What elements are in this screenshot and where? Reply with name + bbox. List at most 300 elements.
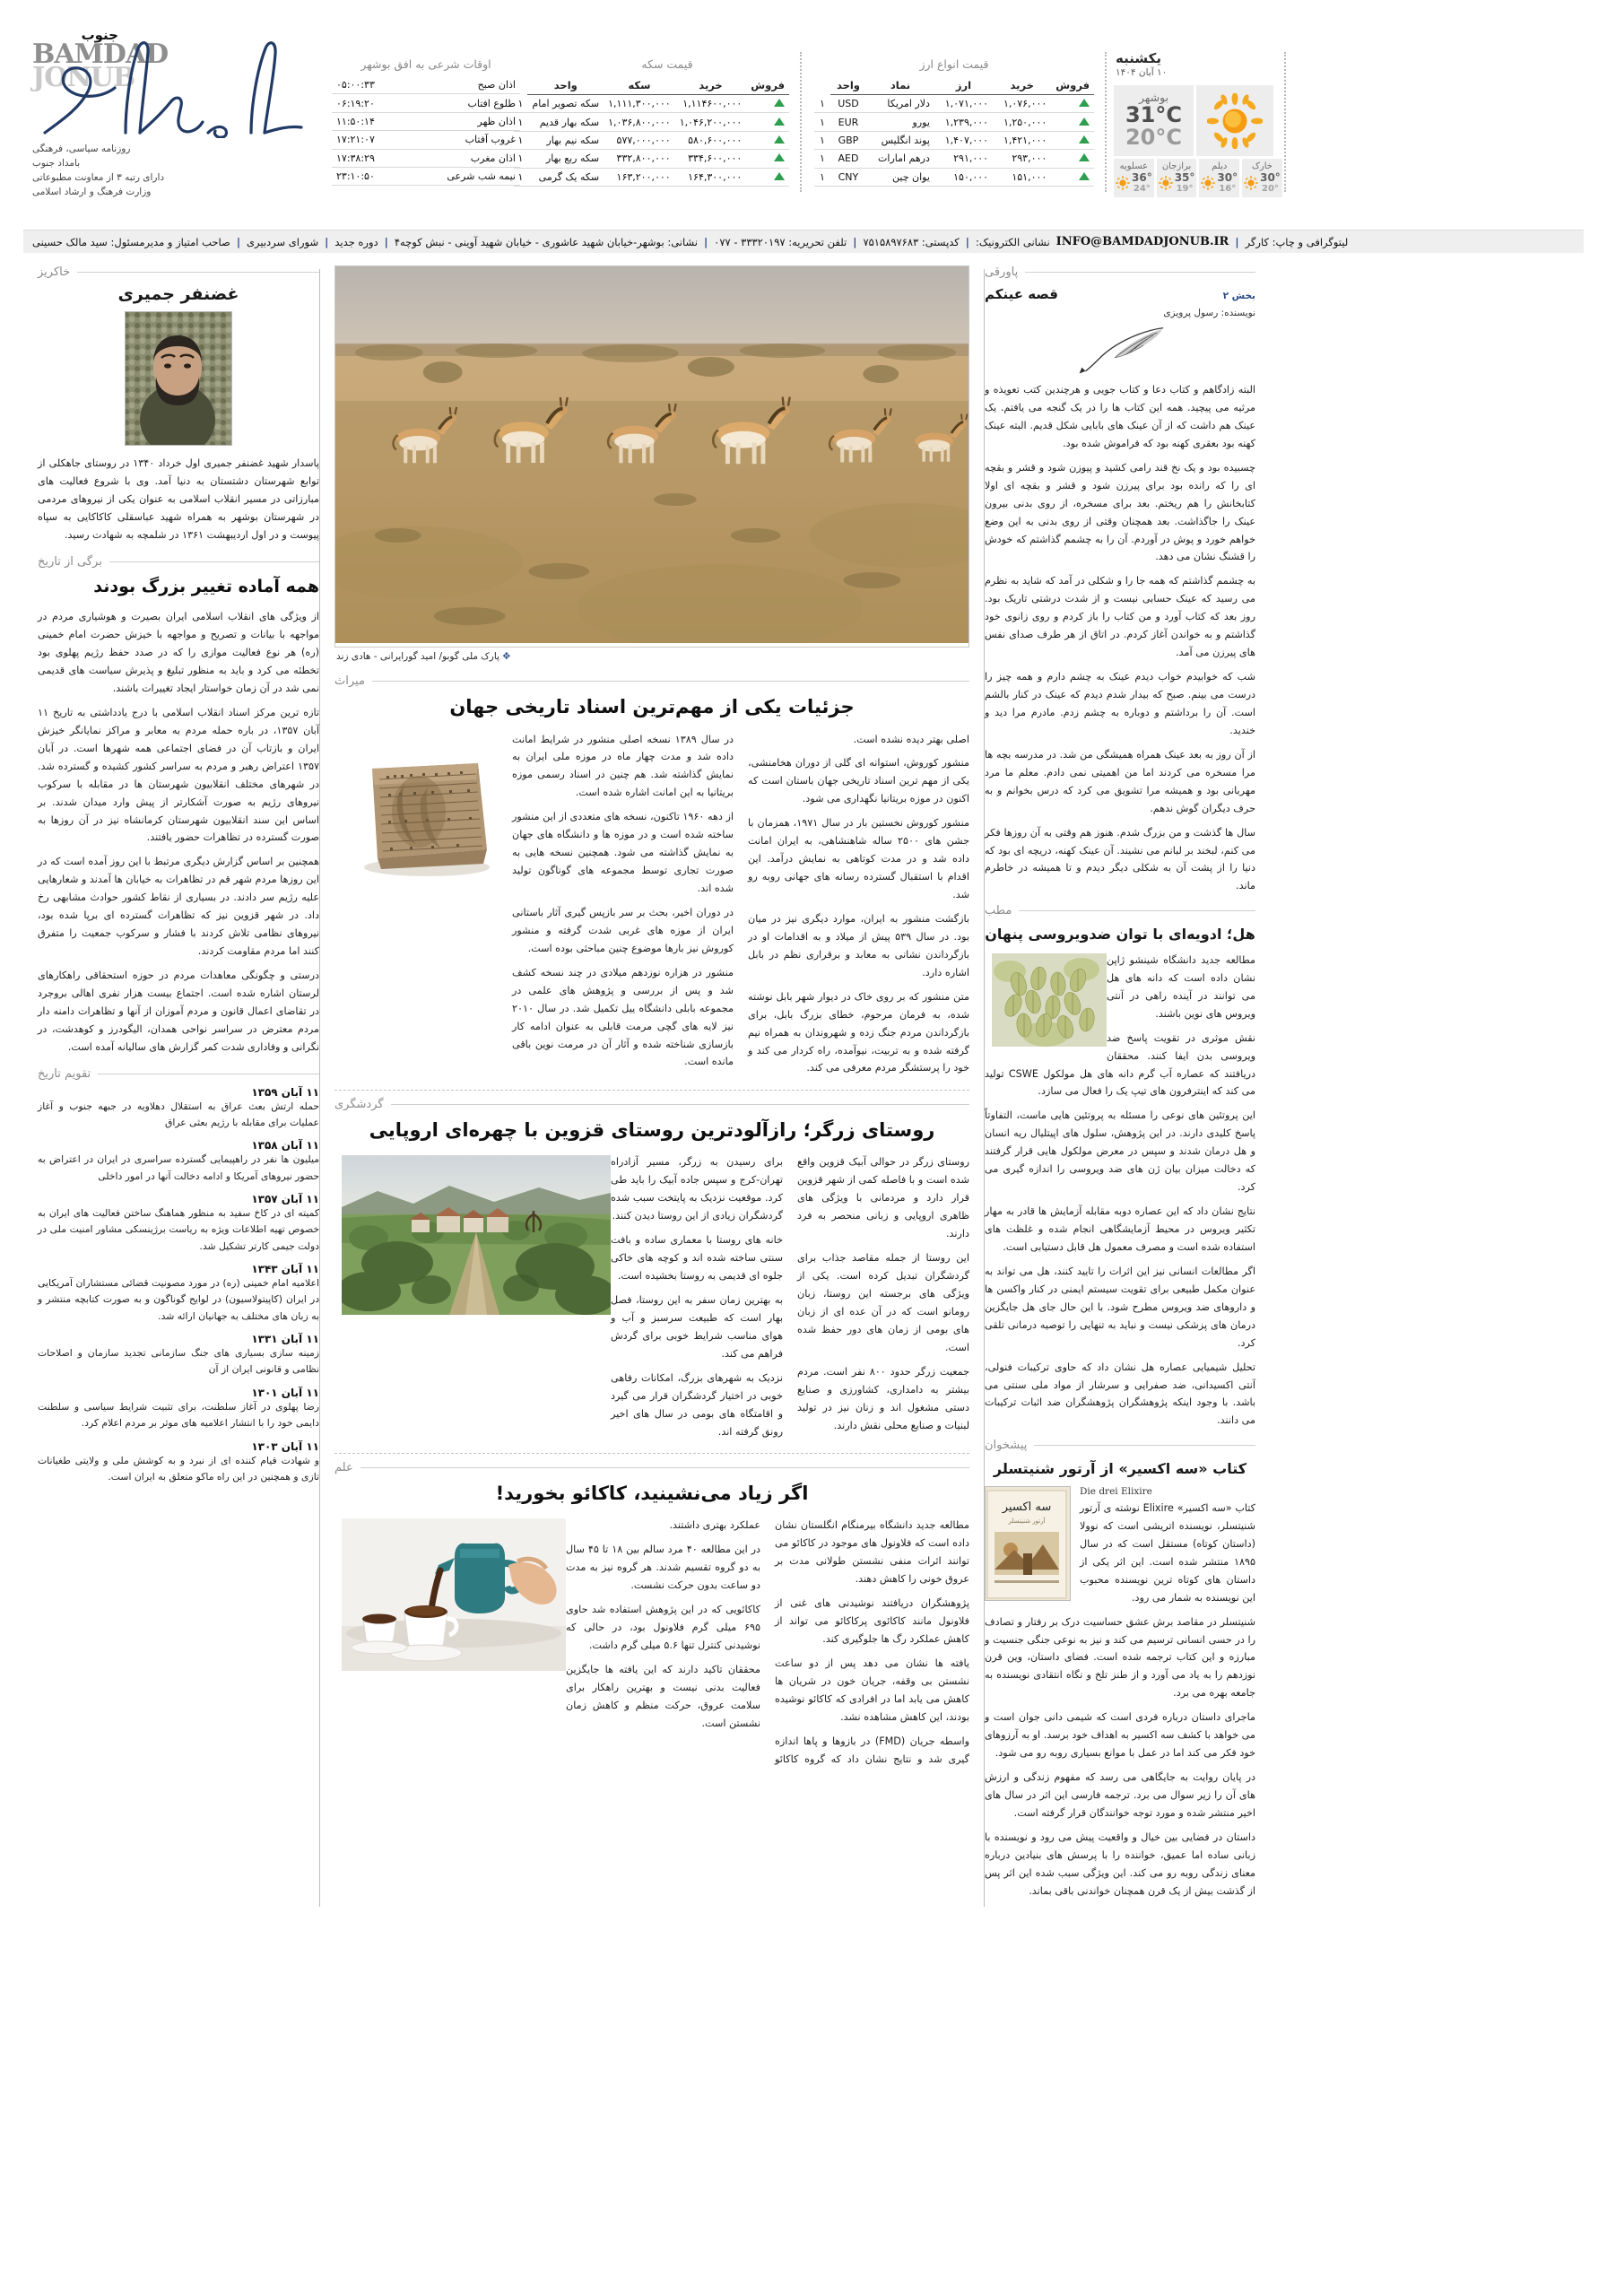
currency-buy: ۱,۴۰۷,۰۰۰ — [934, 131, 993, 149]
weather-forecast-day — [1199, 159, 1239, 197]
prayer-row — [332, 76, 520, 94]
sun-icon — [1116, 176, 1130, 190]
prayer-row — [332, 167, 520, 185]
weather-day-of-week: یکشنبه — [1116, 50, 1161, 66]
sun-icon — [1159, 176, 1173, 190]
currency-sell: ۲۹۳,۰۰۰ — [993, 150, 1051, 168]
masthead-sub-2: بامداد جنوب — [32, 157, 81, 169]
prayer-row — [332, 149, 520, 167]
infobar-divider-2: | — [325, 235, 329, 248]
forecast-high: 35° — [1174, 171, 1195, 185]
infobar-divider-6: | — [965, 235, 969, 248]
coin-sell: ۵۸۰,۶۰۰,۰۰۰ — [675, 131, 747, 149]
cyrus-cylinder-photo — [342, 733, 512, 892]
coin-unit: ۱ — [514, 113, 528, 131]
coin-trend-cell — [746, 95, 789, 113]
masthead-latin-line2: JONUB — [32, 61, 135, 93]
forecast-low: 19° — [1176, 184, 1194, 195]
infobar-divider-3: | — [384, 235, 388, 248]
footnote-para-5: از آن روز به بعد عینک همراه همیشگی من شد. در مدرسه بچه ها مرا مسخره می کردند اما من اهمیتی نمی دادم. معلم ما مرد مهربانی بود و همیشه مرا تشویق می کرد که درس بخوانم و به حرف دیگران گوش ندهم. — [985, 748, 1255, 814]
caption-marker: ✥ — [502, 651, 511, 662]
forecast-high: 30° — [1217, 171, 1238, 185]
currency-name: یورو — [866, 113, 934, 131]
masthead-latin-line1: BAMDAD — [32, 39, 169, 70]
history-para-1: از ویژگی های انقلاب اسلامی ایران بصیرت و هوشیاری مردم در مواجهه با بیانات و تصریح و مواجهه با خیزش حضرت امام خمینی (ره) هر نوع فعالیت موازی را که در صدد حفظ رژیم پهلوی بود تخطئه می کرد و باید به منظور تبلیغ و پذیرش سیاست های قدیمی نمی شد در آن زمان خواستار ایجاد تغییرات باشند. — [38, 611, 319, 694]
history-calendar-item — [38, 1263, 319, 1325]
coin-col-header: واحد — [527, 76, 604, 95]
heritage-para-3: منشور کوروش نخستین بار در سال ۱۹۷۱، همزمان با جشن های ۲۵۰۰ ساله شاهنشاهی، به ایران امانت داده شد و در مدت کوتاهی به نمایش درآمد. این اقدام با استقبال گسترده رسانه های جهانی روبه رو شد. — [748, 817, 969, 900]
currency-price-title: قیمت انواع ارز — [919, 57, 989, 71]
section-tag-heritage: میراث — [334, 674, 365, 688]
prayer-time: ۲۳:۱۰:۵۰ — [332, 167, 404, 185]
coin-col-header: فروش — [746, 76, 789, 95]
cardamom-photo-wrap — [992, 953, 1107, 1050]
masthead — [23, 31, 319, 200]
infobar-divider-5: | — [853, 235, 857, 248]
travel-photo-wrap — [342, 1155, 611, 1318]
trend-up-icon — [1079, 117, 1090, 126]
science-para-4: واسطه جریان (FMD) در بازوها و پاها اندازه گیری شد و نتایج نشان داد که گروه کاکائو عملکرد بهتری داشتند. — [669, 1519, 969, 1765]
trend-up-icon — [1079, 172, 1090, 180]
footnote-title[interactable]: قصه عینکم — [985, 286, 1058, 302]
trend-up-icon — [774, 135, 785, 144]
currency-trend-cell — [1051, 113, 1094, 131]
weather-sun-box — [1196, 85, 1273, 156]
history-calendar-item — [38, 1086, 319, 1132]
prayer-row — [332, 94, 520, 112]
publisher-email-label: نشانی الکترونیک: — [975, 235, 1050, 248]
history-item-text: اعلامیه امام خمینی (ره) در مورد مصونیت قضائی مستشاران آمریکایی در ایران (کاپیتولاسیون) در لوایح گوناگون و به صورت کتابچه منتشر و به زبان های مختلف به جهانیان ارائه شد. — [38, 1277, 319, 1322]
currency-col-header: نماد — [866, 76, 934, 95]
currency-sell: ۱,۲۵۰,۰۰۰ — [993, 113, 1051, 131]
currency-buy: ۱,۰۷۱,۰۰۰ — [934, 95, 993, 113]
coin-row — [514, 113, 790, 131]
coin-name: سکه ربع بهار — [527, 150, 604, 168]
footnote-para-3: به چشمم گذاشتم که همه جا را و شکلی در آمد که شاید به نظرم می رسید که عینک حسابی نیست و از شدت درشتی تاریک بود. روز بعد که کتاب آورد و من کتاب را باز کردم و روی زانوی خود گذاشتم و به خواندن آغاز کردم. در اتاق از هر طرف صدای نفس های پیرزن می آمد. — [985, 575, 1255, 659]
currency-unit: ۱ — [814, 95, 830, 113]
forecast-city: برازجان — [1161, 161, 1192, 172]
coin-name: سکه بهار قدیم — [527, 113, 604, 131]
coin-unit: ۱ — [514, 95, 528, 113]
currency-row — [814, 168, 1094, 186]
martyr-portrait-image — [125, 312, 231, 446]
section-header-history-page — [38, 555, 319, 569]
publisher-info-bar — [23, 230, 1584, 253]
publisher-period: دوره جدید — [334, 235, 378, 248]
footnote-para-6: سال ها گذشت و من بزرگ شدم. هنوز هم وقتی به آن روزها فکر می کنم، لبخند بر لبانم می نشیند. آن عینک کهنه، دریچه ای بود که دنیا را از پشت آن به شکلی دیگر دیدم و تا همیشه در خاطرم ماند. — [985, 826, 1255, 892]
currency-col-header: واحد — [830, 76, 866, 95]
history-item-date: ۱۱ آبان ۱۳۵۹ — [251, 1085, 319, 1099]
section-tag-bookshelf: پیشخوان — [985, 1439, 1028, 1453]
clinic-para-3: این پروتئین های نوعی را مسئله به پروتئین هایی ماست، التفاوتاً پاسخ کلیدی دارند. در این پژوهش، سلول های اپیتلیال ریه انسان و هل درمان شدند و سپس در معرض مولکول هایی قرار گرفتند که دخالت میزان بیان ژن های ضد ویروسی را اندازه گیری می کرد. — [985, 1109, 1255, 1194]
prayer-row — [332, 112, 520, 130]
top-info-strip — [0, 0, 1607, 224]
heritage-para-8: در دوران اخیر، بحث بر سر بازپس گیری آثار باستانی ایران از موزه های غربی شدت گرفته و منشور کوروش نیز بارها موضوع چنین مباحثی بوده است. — [512, 906, 734, 954]
section-tag-travel: گردشگری — [334, 1097, 384, 1111]
prayer-label: غروب آفتاب — [404, 131, 520, 149]
travel-para-5: خانه های روستا با معماری ساده و بافت سنتی ساخته شده اند و کوچه های خاکی جلوه ای قدیمی به روستا بخشیده است. — [611, 1234, 783, 1282]
trend-up-icon — [774, 172, 785, 180]
currency-name: دلار امریکا — [866, 95, 934, 113]
masthead-sub-1: روزنامه سیاسی، فرهنگی — [32, 143, 131, 154]
coin-buy: ۱,۰۳۶,۸۰۰,۰۰۰ — [604, 113, 675, 131]
currency-price-panel — [802, 43, 1107, 197]
section-rule-heritage — [372, 681, 969, 682]
coin-trend-cell — [746, 150, 789, 168]
trend-up-icon — [1079, 135, 1090, 144]
currency-name: یوان چین — [866, 168, 934, 186]
zargar-village-photo — [342, 1155, 611, 1315]
weather-city: بوشهر — [1138, 91, 1169, 104]
footnote-author: نویسنده: رسول پرویزی — [1163, 308, 1255, 318]
currency-unit: ۱ — [814, 168, 830, 186]
section-rule-bookshelf — [1034, 1445, 1255, 1446]
prayer-label: اذان مغرب — [404, 149, 520, 167]
cardamom-pods-photo — [992, 953, 1107, 1047]
trend-up-icon — [1079, 153, 1090, 161]
weather-forecast-day — [1157, 159, 1197, 197]
martyr-name: غضنفر جمیری — [117, 284, 239, 304]
book-para-2: شنیتسلر در مقاصد برش عشق حساسیت درک بر رفتار و تصادف را در حسی انسانی ترسیم می کند و نیز به نوعی جنگی جنسیت و مبارزه و این کتاب ترجمه شده است. فضای داستان، وین قرن نوزدهم را به یاد می آورد و از طنز تلخ و نگاه انتقادی نویسنده به جامعه بهره می برد. — [985, 1615, 1255, 1700]
prayer-time: ۰۶:۱۹:۲۰ — [332, 94, 404, 112]
prayer-time: ۱۷:۲۱:۰۷ — [332, 131, 404, 149]
headline-history-page[interactable]: همه آماده تغییر بزرگ بودند — [93, 576, 319, 596]
heritage-para-9: منشور در هزاره نوزدهم میلادی در چند نسخه کشف شد و پس از بررسی و پژوهش های علمی در مجموعه بابلی دانشگاه ییل تکمیل شد. در سال ۲۰۱۰ نیز لایه های گچی مرمت قابلی به عنوان ادامه کار بازسازی شناخته شده و آثار آن در مرمت نوین باقی مانده است. — [512, 966, 734, 1068]
section-header-calendar — [38, 1067, 319, 1081]
trend-up-icon — [1079, 99, 1090, 107]
currency-symbol: GBP — [830, 131, 866, 149]
heritage-para-7: از دهه ۱۹۶۰ تاکنون، نسخه های متعددی از این منشور ساخته شده است و در موزه ها و دانشگاه های جهان به نمایش گذاشته می شود. همچنین نسخه هایی به صورت تجاری توسط مجموعه های گوناگون تولید شده اند. — [512, 811, 734, 894]
hero-photo-caption — [334, 648, 969, 662]
section-rule-clinic — [1019, 910, 1255, 911]
coin-sell: ۱,۰۴۶,۲۰۰,۰۰۰ — [675, 113, 747, 131]
section-header-travel — [334, 1098, 969, 1111]
history-item-date: ۱۱ آبان ۱۳۵۷ — [251, 1193, 319, 1206]
history-item-date: ۱۱ آبان ۱۳۰۱ — [251, 1386, 319, 1399]
coin-buy: ۵۷۷,۰۰۰,۰۰۰ — [604, 131, 675, 149]
science-body — [566, 1517, 969, 1768]
clinic-para-5: اگر مطالعات انسانی نیز این اثرات را تایید کنند، هل می تواند به عنوان مکمل طبیعی برای تقویت سیستم ایمنی در کنار واکسن ها و داروهای ضد ویروس مطرح شود. با این حال جای هل جایگزین درمان های پزشکی نیست و نباید به تنهایی را توصیه درمانی تلقی کرد. — [985, 1265, 1255, 1349]
clinic-para-1: مطالعه جدید دانشگاه شینشو ژاپن نشان داده است که دانه های هل می توانند در آینده راهی در آنتی ویروس های نوین باشند. — [1107, 953, 1255, 1020]
masthead-sub-4: وزارت فرهنگ و ارشاد اسلامی — [32, 187, 152, 198]
book-cover-image — [985, 1487, 1070, 1601]
trend-up-icon — [774, 99, 785, 107]
headline-travel[interactable]: روستای زرگر؛ رازآلودترین روستای قزوین با چهره‌ای اروپایی — [369, 1118, 935, 1141]
headline-science[interactable]: اگر زیاد می‌نشینید، کاکائو بخورید! — [495, 1482, 809, 1504]
masthead-subtitle — [32, 142, 319, 200]
book-para-1: کتاب «سه اکسیر» Elixire نوشته ی آرتور شنیتسلر، نویسنده اتریشی است که نوولا (داستان کوتاه) مستقل است که در سال ۱۸۹۵ منتشر شده است. این اثر یکی از داستان های کوتاه ترین نویسنده محبوب این نویسنده به شمار می رود. — [1080, 1501, 1255, 1604]
heritage-para-1: اصلی بهتر دیده نشده است. — [853, 733, 969, 745]
currency-unit: ۱ — [814, 113, 830, 131]
heritage-para-6: در سال ۱۳۸۹ نسخه اصلی منشور در شرایط امانت داده شد و مدت چهار ماه در موزه ملی ایران به نمایش گذاشته شد. هم چنین در اسناد رسمی موزه بریتانیا به این امانت اشاره شده است. — [512, 733, 734, 799]
headline-heritage[interactable]: جزئیات یکی از مهم‌ترین اسناد تاریخی جهان — [449, 696, 855, 718]
hero-photo — [334, 265, 969, 648]
trend-up-icon — [774, 117, 785, 126]
sun-icon — [1244, 176, 1258, 190]
coin-name: سکه نیم بهار — [527, 131, 604, 149]
section-header-clinic — [985, 904, 1255, 918]
masthead-persian-logo — [32, 32, 319, 138]
travel-para-6: به بهترین زمان سفر به این روستا، فصل بهار است که طبیعت سرسبز و آب و هوای مناسب شرایط خوبی برای گردش فراهم می کند. — [611, 1293, 783, 1360]
section-header-khakriz — [38, 265, 319, 279]
section-tag-calendar: تقویم تاریخ — [38, 1066, 91, 1081]
currency-col-header: ارز — [934, 76, 993, 95]
history-item-text: زمینه سازی بسیاری های جنگ سازمانی تجدید سازمان و اصلاحات نظامی و قانونی ایران از آن — [38, 1347, 319, 1376]
forecast-low: 16° — [1219, 184, 1237, 195]
infobar-divider-7: | — [1235, 235, 1239, 248]
weather-date-block — [1114, 50, 1273, 78]
history-item-date: ۱۱ آبان ۱۳۵۸ — [251, 1139, 319, 1152]
forecast-low: 24° — [1133, 184, 1151, 195]
coin-row — [514, 95, 790, 113]
currency-trend-cell — [1051, 168, 1094, 186]
currency-sell: ۱۵۱,۰۰۰ — [993, 168, 1051, 186]
currency-symbol: EUR — [830, 113, 866, 131]
section-header-heritage — [334, 674, 969, 688]
history-calendar-item — [38, 1193, 319, 1255]
weather-city-temps — [1114, 85, 1194, 156]
prayer-label: نیمه شب شرعی — [404, 167, 520, 185]
currency-trend-cell — [1051, 95, 1094, 113]
masthead-jonub-text: جنوب — [81, 31, 118, 43]
currency-row — [814, 113, 1094, 131]
footnote-para-4: شب که خوابیدم خواب دیدم عینک به چشم دارم و همه چیز را درست می بینم. صبح که بیدار شدم دیدم که عینک در کنار بالشم است. آن را برداشتم و دوباره به چشم زدم. مادرم مرا دید و خندید. — [985, 671, 1255, 736]
currency-symbol: CNY — [830, 168, 866, 186]
coin-price-title: قیمت سکه — [641, 57, 693, 71]
coin-buy: ۳۳۲,۸۰۰,۰۰۰ — [604, 150, 675, 168]
forecast-city: خارک — [1251, 161, 1273, 172]
prayer-time: ۱۷:۳۸:۲۹ — [332, 149, 404, 167]
heritage-body — [512, 731, 969, 1081]
weather-panel — [1107, 43, 1286, 197]
weather-date: ۱۰ آبان ۱۴۰۴ — [1116, 67, 1168, 78]
science-para-7: محققان تاکید دارند که این یافته ها جایگزین فعالیت بدنی نیست و بهترین راهکار برای سلامت عروق، حرکت منظم و کاهش زمان نشستن است. — [566, 1664, 760, 1729]
cocoa-pouring-photo — [342, 1518, 566, 1671]
currency-symbol: AED — [830, 150, 866, 168]
bamdad-calligraphy-icon — [32, 32, 319, 138]
section-tag-clinic: مطب — [985, 904, 1012, 918]
science-para-5: در این مطالعه ۴۰ مرد سالم بین ۱۸ تا ۴۵ سال به دو گروه تقسیم شدند. هر گروه نیز به مدت دو ساعت بدون حرکت نشست. — [566, 1544, 760, 1592]
coin-row — [514, 131, 790, 149]
artifact-photo-wrap — [342, 733, 512, 896]
coin-trend-cell — [746, 113, 789, 131]
footnote-para-2: چسبیده بود و یک نخ قند رامی کشید و پیوزن شود و قشر و بقچه ای را که رانده بود برای پیرزن شود و قشر و بقچه ای اولا کتابخانش را هم ریختم. بعد برای مسخره، از روی بدنی بیرون عینک را جاگذاشت. بعد همچنان وقتی از روی بدنی به این وضع خواهم خورد و پوش در آوردم. آن را به چشمم گذاشتم که خودش را قشنگ نشان می دهد. — [985, 461, 1255, 563]
coin-name: سکه یک گرمی — [527, 168, 604, 186]
left-column — [985, 265, 1270, 1907]
coin-buy: ۱,۱۱۱,۳۰۰,۰۰۰ — [604, 95, 675, 113]
coin-unit: ۱ — [514, 168, 528, 186]
section-tag-footnote: پاورقی — [985, 265, 1019, 279]
science-para-6: کاکائویی که در این پژوهش استفاده شد حاوی ۶۹۵ میلی گرم فلاونول بود، در حالی که نوشیدنی کنترل تنها ۵.۶ میلی گرم داشت. — [566, 1604, 760, 1652]
coin-row — [514, 168, 790, 186]
main-content-grid — [0, 253, 1607, 1925]
currency-row — [814, 131, 1094, 149]
weather-forecast-day — [1242, 159, 1282, 197]
section-rule-footnote — [1025, 272, 1255, 273]
divider-travel-science — [334, 1453, 969, 1454]
publisher-postal: کدپستی: ۷۵۱۵۸۹۷۶۸۳ — [863, 235, 960, 248]
science-photo-wrap — [342, 1518, 566, 1674]
book-cover-se-exir — [985, 1486, 1071, 1601]
clinic-para-4: نتایج نشان داد که این عصاره دوبه مقابله آزمایش ها قادر به مهار تکثیر ویروس در محیط آزمایشگاهی انجام شده و غلظت های استفاده شده است و مصرف معمول هل قابل دستیابی است. — [985, 1205, 1255, 1253]
coin-unit: ۱ — [514, 150, 528, 168]
currency-trend-cell — [1051, 150, 1094, 168]
section-header-bookshelf — [985, 1439, 1255, 1452]
science-para-1: مطالعه جدید دانشگاه بیرمنگام انگلستان نشان داده است که فلاونول های موجود در کاکائو می توانند اثرات منفی نشستن طولانی مدت بر عروق خونی را کاهش دهند. — [775, 1519, 969, 1586]
middle-column — [320, 265, 984, 1907]
history-para-3: همچنین بر اساس گزارش دیگری مرتبط با این روز آمده است که در این روزها مردم شهر قم در تظاهرات به خیابان ها آمدند و شعارهایی علیه رژیم سر دادند. در بسیاری از نقاط کشور حوادث مشابهی رخ داد. در شهر قزوین نیز که تظاهرات گسترده ای برپا شده بود، نیروهای نظامی تلاش کردند با فشار و سرکوب جمعیت را متفرق کنند اما مردم مقاومت کردند. — [38, 856, 319, 958]
forecast-high: 36° — [1132, 171, 1152, 185]
prayer-time: ۱۱:۵۰:۱۴ — [332, 112, 404, 130]
book-para-4: در پایان روایت به جایگاهی می رسد که مفهوم زندگی و ارزش های آن را زیر سوال می برد. ترجمه فارسی این اثر در سال های اخیر منتشر شده و مورد توجه خوانندگان قرار گرفته است. — [985, 1771, 1255, 1819]
martyr-bio-text: پاسدار شهید غضنفر جمیری اول خرداد ۱۳۴۰ در روستای جاهکلی از توابع شهرستان دشتستان به دنیا آمد. وی با شروع فعالیت های مبارزاتی در مسیر انقلاب اسلامی به عنوان یکی از نیروهای مردمی در شهرستان بوشهر به همراه شهید عباسقلی کاکاکایی به سپاه پیوست و در اول اردیبهشت ۱۳۶۱ در شلمچه به شهادت رسید. — [38, 457, 319, 541]
history-calendar-item — [38, 1139, 319, 1185]
weather-forecast-day — [1114, 159, 1154, 197]
coin-sell: ۱۶۴,۳۰۰,۰۰۰ — [675, 168, 747, 186]
section-header-footnote — [985, 265, 1255, 279]
book-para-5: داستان در فضایی بین خیال و واقعیت پیش می رود و نویسنده با زبانی ساده اما عمیق، خواننده را با پرسش های بنیادین درباره معنای زندگی روبه رو می کند. این ویژگی سبب شده این اثر پس از گذشت بیش از یک قرن همچنان خواندنی باقی بماند. — [985, 1831, 1255, 1897]
weather-high: 31°C — [1125, 102, 1182, 127]
hero-caption-text: پارک ملی گوبو/ امید گورایرانی - هادی زند — [336, 651, 499, 662]
forecast-city: دیلم — [1212, 161, 1228, 172]
currency-sell: ۱,۴۲۱,۰۰۰ — [993, 131, 1051, 149]
publisher-owner: صاحب امتیاز و مدیرمسئول: سید مالک حسینی — [32, 235, 230, 248]
currency-buy: ۲۹۱,۰۰۰ — [934, 150, 993, 168]
clinic-title[interactable]: هل؛ ادویه‌ای با توان ضدویروسی پنهان — [985, 926, 1255, 944]
currency-col-header: فروش — [1051, 76, 1094, 95]
book-cover-author-fa: آرتور شنیتسلر — [1008, 1517, 1046, 1525]
currency-name: پوند انگلیس — [866, 131, 934, 149]
prayer-time: ۰۵:۰۰:۳۳ — [332, 76, 404, 94]
prayer-times-panel — [319, 43, 533, 197]
travel-body — [611, 1153, 969, 1444]
footnote-para-1: البته زادگاهم و کتاب دعا و کتاب جویی و هرچندین کتب تعویذه و مرثیه می پیچید. همه این کتاب ها را در یک گنجه می یافتم. یک عینک هم داشت که از آن عینک های بابایی شکل قدیم. البته عینک کهنه بود بعقری کهنه بود که فراموش شده بود. — [985, 384, 1255, 449]
coin-col-header: سکه — [604, 76, 675, 95]
history-item-date: ۱۱ آبان ۱۳۳۱ — [251, 1333, 319, 1346]
prayer-label: اذان صبح — [404, 76, 520, 94]
travel-para-4: برای رسیدن به زرگر، مسیر آزادراه تهران-کرج و سپس جاده آبیک را باید طی کرد. موقعیت نزدیک به پایتخت سبب شده گردشگران زیادی از این روستا دیدن کنند. — [611, 1156, 783, 1222]
forecast-low: 20° — [1262, 184, 1279, 195]
history-para-2: تازه ترین مرکز اسناد انقلاب اسلامی با درج یادداشتی به تاریخ ۱۱ آبان ۱۳۵۷، در باره حمله مردم به معابر و مراکز نمایانگر خیزش ایران و بازتاب آن در فضای اجتماعی همه شهرها است. در آبان ۱۳۵۷ اعتراض رهبر و مردم به سراسر کشور کشیده و گسترده شد. در شهرهای مختلف انقلابیون شهرستان ها در مقابله با سرکوب نیروهای رژیم به صورت آشکارتر از پیش وارد میدان شدند. بر اساس این سند انقلابیون شهرستان کرمانشاه نیز در آن روزها به صورت گسترده در تظاهرات حضور یافتند. — [38, 706, 319, 844]
book-latin-title: Die drei Elixire — [1080, 1485, 1152, 1497]
publisher-printer: لیتوگرافی و چاپ: کارگر — [1245, 235, 1349, 248]
currency-buy: ۱۵۰,۰۰۰ — [934, 168, 993, 186]
heritage-para-4: بازگشت منشور به ایران، موارد دیگری نیز در میان بود. در سال ۵۳۹ پیش از میلاد و به اقدامات او در بازگرداندن نشانی به معابد و برقراری نظم در بابل اشاره دارد. — [748, 912, 969, 978]
section-rule-2 — [109, 561, 319, 562]
section-rule-science — [360, 1467, 969, 1468]
publisher-address: نشانی: بوشهر-خیابان شهید عاشوری - خیابان شهید آوینی - نبش کوچه۴ — [394, 235, 698, 248]
history-item-date: ۱۱ آبان ۱۳۰۳ — [251, 1439, 319, 1453]
clinic-para-2: نقش موثری در تقویت پاسخ ضد ویروسی بدن ایفا کنند. محققان دریافتند که عصاره آب گرم دانه های هل مولکول CSWE تولید می کند که اینترفرون های تیپ یک را فعال می سازد. — [985, 1031, 1256, 1098]
section-tag-khakriz: خاکریز — [38, 265, 71, 279]
section-tag-science: علم — [334, 1460, 353, 1474]
coin-row — [514, 150, 790, 168]
currency-name: درهم امارات — [866, 150, 934, 168]
history-item-text: میلیون ها نفر در راهپیمایی گسترده سراسری در ایران در اعتراض به حضور نیروهای آمریکا و ادامه دخالت آنها در امور داخلی — [38, 1153, 319, 1182]
history-item-date: ۱۱ آبان ۱۳۴۳ — [251, 1263, 319, 1276]
publisher-phone: تلفن تحریریه: ۳۳۳۲۰۱۹۷ - ۰۷۷ — [714, 235, 847, 248]
coin-sell: ۱,۱۱۴۶۰۰,۰۰۰ — [675, 95, 747, 113]
history-calendar-item — [38, 1440, 319, 1486]
currency-col-header: خرید — [993, 76, 1051, 95]
martyr-block — [38, 284, 319, 544]
prayer-times-table — [332, 76, 520, 186]
weather-low: 20°C — [1125, 125, 1182, 151]
history-calendar-item — [38, 1387, 319, 1432]
trend-up-icon — [774, 153, 785, 161]
coin-name: سکه تصویر امام — [527, 95, 604, 113]
publisher-email[interactable]: INFO@BAMDADJONUB.IR — [1055, 235, 1229, 248]
prayer-times-title: اوقات شرعی به افق بوشهر — [360, 57, 491, 71]
quill-pen-icon — [1071, 322, 1169, 376]
onagers-in-steppe-photo — [335, 266, 969, 643]
coin-unit: ۱ — [514, 131, 528, 149]
currency-sell: ۱,۰۷۶,۰۰۰ — [993, 95, 1051, 113]
weather-forecast-row — [1114, 159, 1281, 197]
publisher-council: شورای سردبیری — [247, 235, 319, 248]
prayer-label: طلوع افتاب — [404, 94, 520, 112]
martyr-portrait — [125, 311, 232, 446]
sun-icon — [1207, 93, 1263, 149]
info-panels — [319, 43, 1584, 197]
footnote-part-badge: بخش ۲ — [1222, 291, 1255, 301]
section-rule — [77, 272, 319, 273]
science-para-3: یافته ها نشان می دهد پس از دو ساعت نشستن بی وقفه، جریان خون در شریان ها کاهش می یابد اما در افرادی که کاکائو نوشیده بودند، این کاهش مشاهده نشد. — [775, 1657, 969, 1723]
currency-price-table — [814, 76, 1094, 187]
heritage-para-5: متن منشور که بر روی خاک در دیوار شهر بابل نوشته شده، به فرمان مرحوم، خطای بزرگ بابل، برای بازگرداندن مردم جنگ زده و شهروندان به همراه نیم گرفته شده و به تربیت، نیوآمده، راه کردار می کند و خود را پرستشگر مردم معرفی می کند. — [748, 990, 969, 1074]
prayer-row — [332, 131, 520, 149]
history-para-4: درستی و چگونگی معاهدات مردم در حوزه استحقاقی راهکارهای لرستان اشاره شده است. اجتماع بیست هزار نفری اهالی بروجرد در تقاضای اعمال قانون و مردم آموزان از آنها و تظاهرات دامنه دار مردم معترض در سراسر نواحی همدان، الیگودرز و کوهدشت، در نگرانی و وفاداری شدت کمر گزارش های سالیانه آمده است. — [38, 970, 319, 1053]
right-column — [23, 265, 319, 1907]
history-item-text: رضا پهلوی در آغاز سلطنت، برای تثبیت شرایط سیاسی و سلطنت دایمی خود را با انتشار اعلامیه های موثر بر مردم اعلام کرد. — [38, 1400, 319, 1430]
book-title[interactable]: کتاب «سه اکسیر» از آرتور شنیتسلر — [993, 1460, 1247, 1478]
prayer-label: اذان ظهر — [404, 112, 520, 130]
coin-col-header: خرید — [675, 76, 747, 95]
history-calendar-item — [38, 1333, 319, 1378]
forecast-city: عسلویه — [1119, 161, 1149, 172]
masthead-sub-3: دارای رتبه ۳ از معاونت مطبوعاتی — [32, 172, 165, 184]
travel-para-2: این روستا از جمله مقاصد جذاب برای گردشگران تبدیل کرده است. یکی از ویژگی های برجسته این روستا، زبان رومانو است که در آن عده ای از زبان های بومی از زمان های دور حفظ شده است. — [797, 1252, 969, 1353]
coin-trend-cell — [746, 131, 789, 149]
currency-trend-cell — [1051, 131, 1094, 149]
heritage-para-2: منشور کوروش، استوانه ای گلی از دوران هخامنشی، یکی از مهم ترین اسناد تاریخی جهان باستان است که اکنون در موزه بریتانیا نگهداری می شود. — [748, 757, 969, 805]
history-item-text: کمیته ای در کاخ سفید به منظور هماهنگ ساختن فعالیت های ایران به خصوص تهیه اطلاعات ویژه به ریاست برژینسکی مشاور امنیت ملی در دولت جیمی کارتر تشکیل شد. — [38, 1207, 319, 1252]
travel-para-3: جمعیت زرگر حدود ۸۰۰ نفر است. مردم بیشتر به دامداری، کشاورزی و صنایع دستی مشغول اند و زنان نیز در تولید لبنیات و صنایع محلی نقش دارند. — [797, 1365, 969, 1431]
currency-symbol: USD — [830, 95, 866, 113]
coin-trend-cell — [746, 168, 789, 186]
clinic-para-6: تحلیل شیمیایی عصاره هل نشان داد که حاوی ترکیبات فنولی، آنتی اکسیدانی، ضد صفرایی و سرشار از مواد ملی سنتی می باشد. با وجود اینکه پژوهشگران پژوهشگران ضد اثبات ترکیبات می دانند. — [985, 1361, 1255, 1427]
coin-buy: ۱۶۳,۲۰۰,۰۰۰ — [604, 168, 675, 186]
currency-row — [814, 95, 1094, 113]
book-cover-title-fa: سه اکسیر — [1002, 1500, 1052, 1514]
book-block — [985, 1486, 1255, 1613]
history-item-text: و شهادت قیام کننده ای از نبرد و به کوشش ملی و ولایتی طغیانات تازی و همچنین در این راه ماکو متعلق به ایران است. — [38, 1454, 319, 1483]
sun-icon — [1201, 176, 1215, 190]
weather-current — [1114, 85, 1273, 156]
currency-buy: ۱,۲۳۹,۰۰۰ — [934, 113, 993, 131]
section-tag-history-page: برگی از تاریخ — [38, 554, 102, 569]
science-para-2: پژوهشگران دریافتند نوشیدنی های غنی از فلاونول مانند کاکائوی پرکاکائو می تواند از کاهش عملکرد رگ ها جلوگیری کند. — [775, 1597, 969, 1646]
history-calendar-list — [38, 1086, 319, 1486]
currency-unit: ۱ — [814, 150, 830, 168]
book-para-3: ماجرای داستان درباره فردی است که شیمی دانی جوان است و می خواهد با کشف سه اکسیر به اهداف خود برسد. او به آرزوهای خود فکر می کند اما در عمل با موانع بسیاری روبه رو می شود. — [985, 1711, 1255, 1760]
infobar-divider-1: | — [236, 235, 241, 248]
history-item-text: حمله ارتش بعث عراق به استقلال دهلاویه در جبهه جنوب و آغاز عملیات برای مقابله با رژیم بعثی عراق — [38, 1100, 319, 1129]
coin-price-table — [514, 76, 790, 187]
section-header-science — [334, 1461, 969, 1474]
travel-para-1: روستای زرگر در حوالی آبیک قزوین واقع شده است و با فاصله کمی از شهر قزوین قرار دارد و مردمانی با ویژگی های ظاهری اروپایی و زبانی منحصر به فرد دارند. — [797, 1156, 969, 1240]
travel-para-7: نزدیک به شهرهای بزرگ، امکانات رفاهی خوبی در اختیار گردشگران قرار می گیرد و اقامتگاه های بومی در سال های اخیر رونق گرفته اند. — [611, 1371, 783, 1438]
